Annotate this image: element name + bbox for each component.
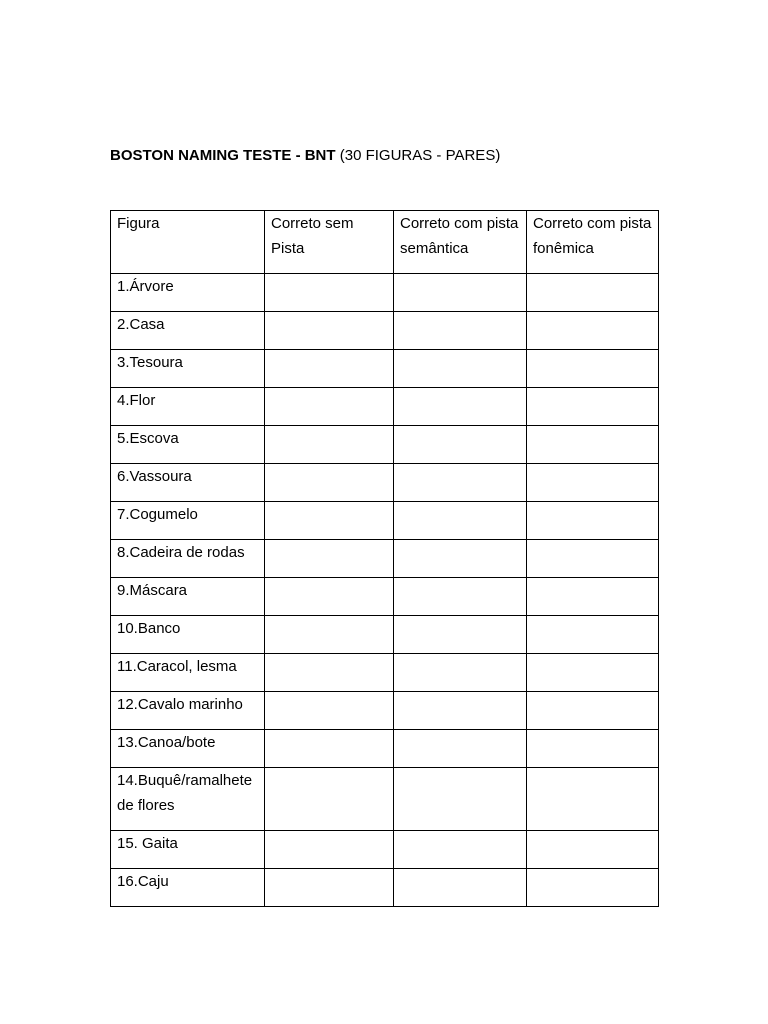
table-row: [111, 578, 659, 616]
answer-cell-sem-pista: [265, 831, 394, 869]
answer-cell-pista-fonemica: [527, 616, 659, 654]
answer-cell-pista-fonemica: [527, 869, 659, 907]
title-bold: BOSTON NAMING TESTE - BNT: [110, 147, 336, 164]
answer-cell-pista-semantica: [394, 502, 527, 540]
answer-cell-pista-semantica: [394, 768, 527, 831]
figure-name-cell: 12.Cavalo marinho: [111, 692, 265, 730]
figure-name-cell: 16.Caju: [111, 869, 265, 907]
figure-name-cell: 4.Flor: [111, 388, 265, 426]
table-row: [111, 616, 659, 654]
answer-cell-sem-pista: [265, 540, 394, 578]
header-correto-sem-pista: Correto sem Pista: [265, 211, 394, 274]
table-row: [111, 274, 659, 312]
answer-cell-sem-pista: [265, 388, 394, 426]
answer-cell-sem-pista: [265, 869, 394, 907]
answer-cell-pista-semantica: [394, 274, 527, 312]
table-row: [111, 312, 659, 350]
answer-cell-pista-semantica: [394, 312, 527, 350]
answer-cell-pista-fonemica: [527, 692, 659, 730]
answer-cell-pista-fonemica: [527, 388, 659, 426]
table-row: [111, 502, 659, 540]
header-correto-pista-fonemica: Correto com pista fonêmica: [527, 211, 659, 274]
answer-cell-pista-fonemica: [527, 426, 659, 464]
table-body: [111, 274, 659, 907]
answer-cell-sem-pista: [265, 464, 394, 502]
table-row: [111, 540, 659, 578]
answer-cell-sem-pista: [265, 274, 394, 312]
answer-cell-pista-semantica: [394, 730, 527, 768]
table-row: [111, 388, 659, 426]
table-row: [111, 692, 659, 730]
answer-cell-pista-semantica: [394, 654, 527, 692]
answer-cell-sem-pista: [265, 350, 394, 388]
table-row: [111, 426, 659, 464]
figure-name-cell: 10.Banco: [111, 616, 265, 654]
answer-cell-pista-semantica: [394, 692, 527, 730]
figure-name-cell: 7.Cogumelo: [111, 502, 265, 540]
header-figura: Figura: [111, 211, 265, 274]
answer-cell-pista-fonemica: [527, 274, 659, 312]
answer-cell-pista-semantica: [394, 426, 527, 464]
figure-name-cell: 8.Cadeira de rodas: [111, 540, 265, 578]
answer-cell-pista-fonemica: [527, 464, 659, 502]
answer-cell-sem-pista: [265, 502, 394, 540]
table-row: [111, 654, 659, 692]
figure-name-cell: 2.Casa: [111, 312, 265, 350]
answer-cell-sem-pista: [265, 654, 394, 692]
table-row: [111, 869, 659, 907]
answer-cell-pista-semantica: [394, 540, 527, 578]
header-correto-pista-semantica: Correto com pista semântica: [394, 211, 527, 274]
title-rest: (30 FIGURAS - PARES): [335, 147, 501, 164]
answer-cell-pista-semantica: [394, 464, 527, 502]
answer-cell-sem-pista: [265, 578, 394, 616]
figure-name-cell: 5.Escova: [111, 426, 265, 464]
answer-cell-pista-semantica: [394, 831, 527, 869]
answer-cell-pista-semantica: [394, 578, 527, 616]
figure-name-cell: 6.Vassoura: [111, 464, 265, 502]
answer-cell-pista-semantica: [394, 350, 527, 388]
answer-cell-pista-semantica: [394, 388, 527, 426]
answer-cell-sem-pista: [265, 730, 394, 768]
answer-cell-pista-fonemica: [527, 831, 659, 869]
table-header-row: [111, 211, 659, 274]
answer-cell-sem-pista: [265, 768, 394, 831]
answer-cell-pista-fonemica: [527, 578, 659, 616]
answer-cell-pista-fonemica: [527, 654, 659, 692]
figure-name-cell: 1.Árvore: [111, 274, 265, 312]
answer-cell-pista-fonemica: [527, 730, 659, 768]
answer-cell-sem-pista: [265, 616, 394, 654]
answer-cell-sem-pista: [265, 312, 394, 350]
answer-cell-pista-fonemica: [527, 502, 659, 540]
table-row: [111, 831, 659, 869]
table-row: [111, 730, 659, 768]
figure-name-cell: 3.Tesoura: [111, 350, 265, 388]
bnt-table: [110, 210, 659, 907]
figure-name-cell: 11.Caracol, lesma: [111, 654, 265, 692]
table-row: [111, 350, 659, 388]
answer-cell-pista-fonemica: [527, 312, 659, 350]
table-row: [111, 768, 659, 831]
document-title: [110, 146, 500, 166]
answer-cell-pista-fonemica: [527, 768, 659, 831]
figure-name-cell: 9.Máscara: [111, 578, 265, 616]
figure-name-cell: 15. Gaita: [111, 831, 265, 869]
table-row: [111, 464, 659, 502]
answer-cell-pista-semantica: [394, 616, 527, 654]
figure-name-cell: 13.Canoa/bote: [111, 730, 265, 768]
answer-cell-sem-pista: [265, 692, 394, 730]
figure-name-cell: 14.Buquê/ramalhete de flores: [111, 768, 265, 831]
answer-cell-sem-pista: [265, 426, 394, 464]
answer-cell-pista-fonemica: [527, 350, 659, 388]
answer-cell-pista-fonemica: [527, 540, 659, 578]
answer-cell-pista-semantica: [394, 869, 527, 907]
